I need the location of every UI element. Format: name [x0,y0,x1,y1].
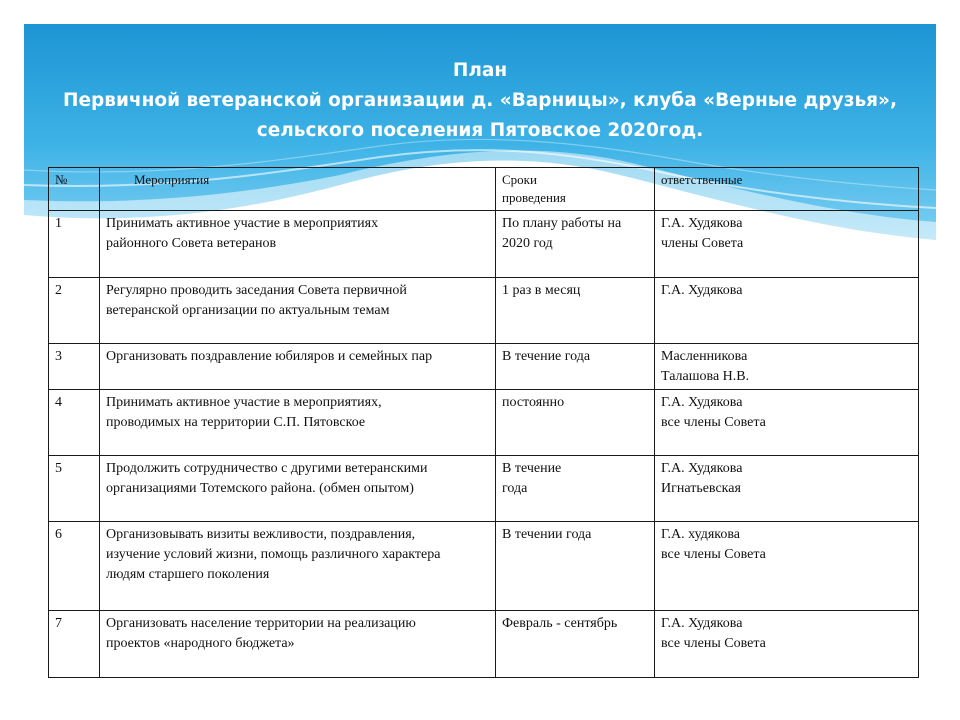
row-responsible: Г.А. Худякова все члены Совета [655,390,919,456]
title-line-3: сельского поселения Пятовское 2020год. [256,120,704,141]
row-dates: В течение года [496,344,655,390]
row-dates: постоянно [496,390,655,456]
row-event: Организовать поздравление юбиляров и семейных пар [100,344,496,390]
row-dates: В течение года [496,456,655,522]
row-responsible: Масленникова Талашова Н.В. [655,344,919,390]
table-row [49,456,919,522]
row-responsible: Г.А. худякова все члены Совета [655,522,919,611]
header-number: № [49,168,100,211]
row-event: Организовывать визиты вежливости, поздравления, изучение условий жизни, помощь различного характера людям старшего поколения [100,522,496,611]
row-event: Продолжить сотрудничество с другими ветеранскими организациями Тотемского района. (обмен опытом) [100,456,496,522]
table-row [49,211,919,278]
row-dates: В течении года [496,522,655,611]
header-responsible: ответственные [655,168,919,211]
title-line-2: Первичной ветеранской организации д. «Варницы», клуба «Верные друзья», [62,90,898,111]
slide-title [24,56,936,146]
row-event: Организовать население территории на реализацию проектов «народного бюджета» [100,611,496,678]
row-number: 7 [49,611,100,678]
plan-table [48,167,919,678]
row-event: Регулярно проводить заседания Совета первичной ветеранской организации по актуальным темам [100,278,496,344]
row-responsible: Г.А. Худякова [655,278,919,344]
row-number: 4 [49,390,100,456]
row-number: 2 [49,278,100,344]
row-event: Принимать активное участие в мероприятиях районного Совета ветеранов [100,211,496,278]
row-number: 6 [49,522,100,611]
row-responsible: Г.А. Худякова Игнатьевская [655,456,919,522]
row-dates: Февраль - сентябрь [496,611,655,678]
header-dates: Сроки проведения [496,168,655,211]
row-number: 3 [49,344,100,390]
row-event: Принимать активное участие в мероприятиях, проводимых на территории С.П. Пятовское [100,390,496,456]
table-row [49,522,919,611]
title-line-1: План [452,60,508,81]
row-dates: 1 раз в месяц [496,278,655,344]
row-dates: По плану работы на 2020 год [496,211,655,278]
table-row [49,278,919,344]
table-header-row [49,168,919,211]
table-row [49,390,919,456]
row-number: 1 [49,211,100,278]
table-row [49,611,919,678]
row-responsible: Г.А. Худякова члены Совета [655,211,919,278]
row-number: 5 [49,456,100,522]
row-responsible: Г.А. Худякова все члены Совета [655,611,919,678]
table-row [49,344,919,390]
header-event: Мероприятия [100,168,496,211]
